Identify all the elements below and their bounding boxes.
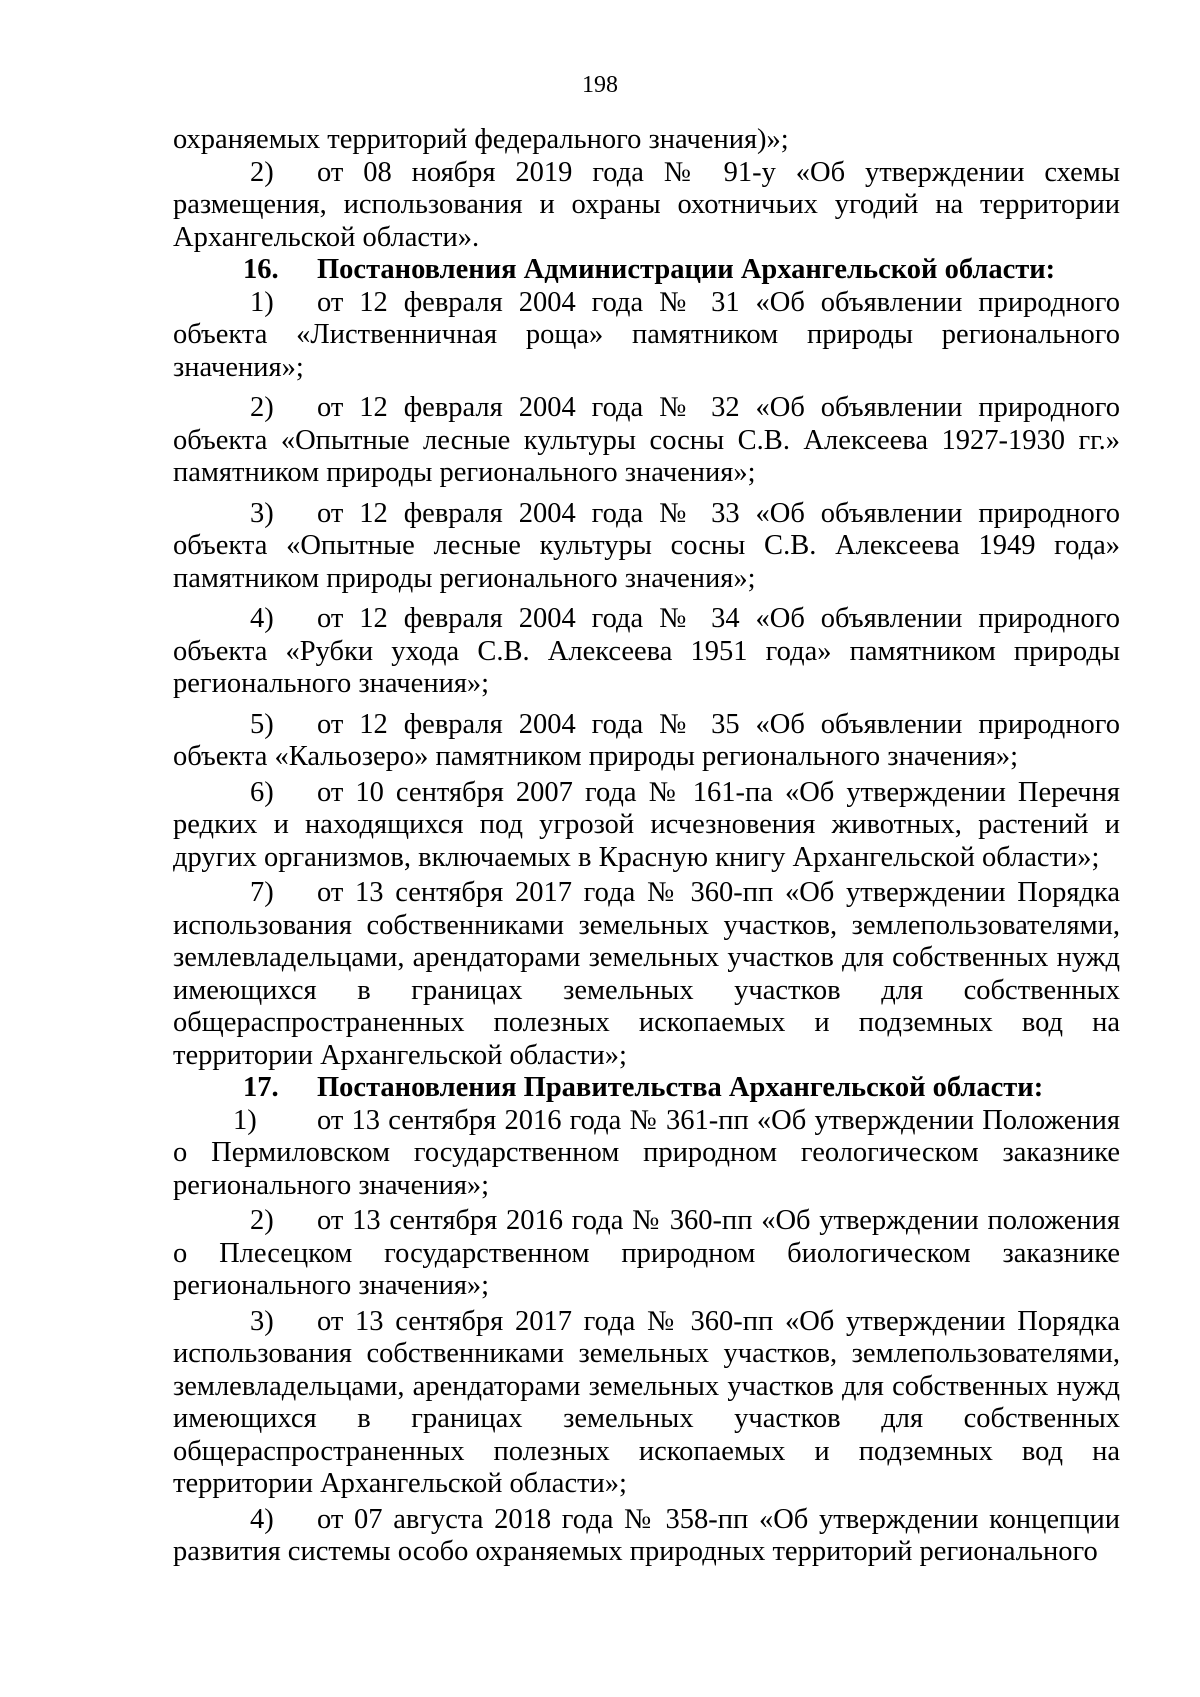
item-number: 2) — [250, 156, 274, 188]
list-item — [173, 777, 1120, 875]
section-heading — [173, 1072, 1120, 1105]
item-text: от 12 февраля 2004 года № 34 «Об объявлении природного объекта «Рубки ухода С.В. Алексеева 1951 года» памятником природы регионального значения»; — [173, 603, 1120, 699]
item-text: от 10 сентября 2007 года № 161-па «Об утверждении Перечня редких и находящихся под угрозой исчезновения животных, растений и других организмов, включаемых в Красную книгу Архангельской области»; — [173, 776, 1120, 873]
page-number: 198 — [582, 72, 618, 98]
document-body — [173, 124, 1120, 1569]
list-item — [173, 709, 1120, 774]
list-item — [173, 603, 1120, 701]
item-number: 5) — [250, 708, 274, 740]
list-item — [173, 1504, 1120, 1569]
section-number: 16. — [243, 254, 279, 285]
list-item — [173, 1205, 1120, 1303]
list-item — [173, 1306, 1120, 1501]
item-text: от 13 сентября 2017 года № 360-пп «Об утверждении Порядка использования собственниками земельных участков, землепользователями, землевладельцами, арендаторами земельных участков для собственных нужд имеющихся в границах земельных участков для собственных общераспространенных полезных ископаемых и подземных вод на территории Архангельской области»; — [173, 877, 1120, 1071]
paragraph-continuation: охраняемых территорий федерального значения)»; — [173, 124, 789, 155]
item-number: 1) — [233, 1104, 257, 1136]
item-number: 2) — [250, 392, 274, 423]
item-number: 6) — [250, 776, 274, 808]
section-title: Постановления Администрации Архангельской области: — [317, 254, 1056, 285]
list-item — [173, 877, 1120, 1072]
item-number: 3) — [250, 497, 274, 529]
item-text: от 12 февраля 2004 года № 35 «Об объявлении природного объекта «Кальозеро» памятником природы регионального значения»; — [173, 708, 1120, 772]
item-number: 1) — [250, 286, 274, 318]
list-item — [173, 157, 1120, 255]
list-item — [173, 498, 1120, 596]
item-text: от 12 февраля 2004 года № 32 «Об объявлении природного объекта «Опытные лесные культуры сосны С.В. Алексеева 1927-1930 гг.» памятником природы регионального значения»; — [173, 392, 1120, 488]
list-item — [173, 1105, 1120, 1203]
list-item — [173, 287, 1120, 385]
item-number: 2) — [250, 1205, 274, 1236]
section-title: Постановления Правительства Архангельской области: — [317, 1072, 1044, 1103]
item-text: от 13 сентября 2016 года № 360-пп «Об утверждении положения о Плесецком государственном природном биологическом заказнике регионального значения»; — [173, 1205, 1120, 1301]
item-text: от 12 февраля 2004 года № 33 «Об объявлении природного объекта «Опытные лесные культуры сосны С.В. Алексеева 1949 года» памятником природы регионального значения»; — [173, 497, 1120, 594]
item-text: от 07 августа 2018 года № 358-пп «Об утверждении концепции развития системы особо охраняемых природных территорий регионального — [173, 1503, 1120, 1567]
section-heading — [173, 254, 1120, 287]
item-number: 4) — [250, 603, 274, 634]
item-text: от 12 февраля 2004 года № 31 «Об объявлении природного объекта «Лиственничная роща» памятником природы регионального значения»; — [173, 286, 1120, 383]
item-text: от 08 ноября 2019 года № 91-у «Об утверждении схемы размещения, использования и охраны охотничьих угодий на территории Архангельской области». — [173, 156, 1120, 253]
item-text: от 13 сентября 2016 года № 361-пп «Об утверждении Положения о Пермиловском государственном природном геологическом заказнике регионального значения»; — [173, 1104, 1120, 1201]
item-number: 4) — [250, 1503, 274, 1535]
section-number: 17. — [243, 1072, 279, 1103]
list-item — [173, 392, 1120, 490]
item-number: 3) — [250, 1305, 274, 1337]
item-number: 7) — [250, 877, 274, 908]
item-text: от 13 сентября 2017 года № 360-пп «Об утверждении Порядка использования собственниками земельных участков, землепользователями, землевладельцами, арендаторами земельных участков для собственных нужд имеющихся в границах земельных участков для собственных общераспространенных полезных ископаемых и подземных вод на территории Архангельской области»; — [173, 1305, 1120, 1499]
